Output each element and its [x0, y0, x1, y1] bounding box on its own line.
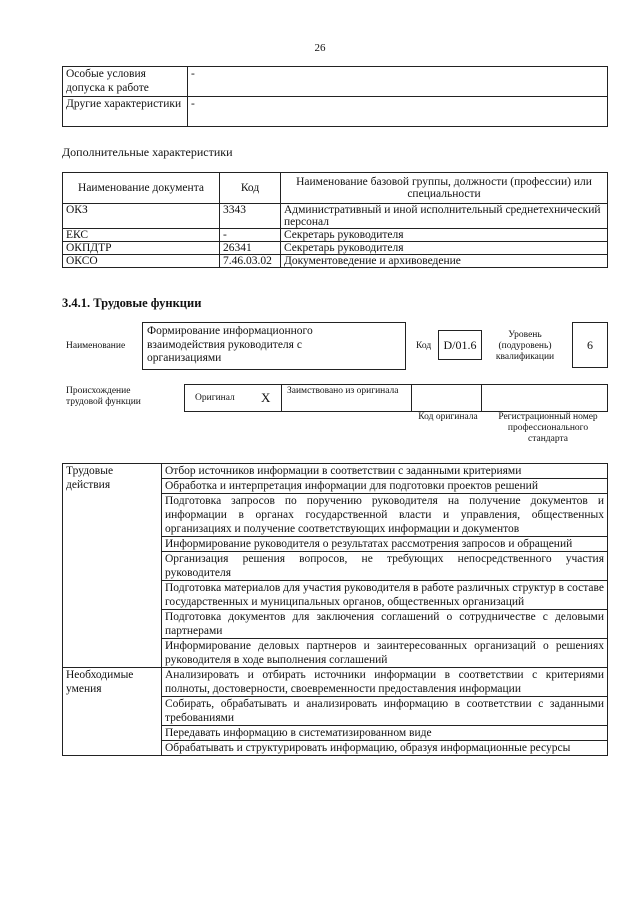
skills-label: Необходимые умения — [63, 668, 162, 756]
code-label: Код — [416, 341, 432, 351]
cell: Административный и иной исполнительный среднетехнический персонал — [281, 204, 608, 229]
cell: Документоведение и архивоведение — [281, 255, 608, 268]
additional-table — [62, 172, 608, 268]
cell: 3343 — [220, 204, 281, 229]
table-row — [63, 668, 608, 697]
characteristics-table — [62, 66, 608, 127]
cell: Секретарь руководителя — [281, 229, 608, 242]
code-value: D/01.6 — [443, 338, 477, 352]
list-item: Организация решения вопросов, не требующих непосредственного участия руководителя — [162, 552, 608, 581]
char-value: - — [188, 97, 608, 127]
function-name-box — [142, 322, 406, 370]
table-row — [63, 464, 608, 479]
origin-label: Происхождение трудовой функции — [66, 386, 141, 407]
list-item: Подготовка материалов для участия руководителя в работе различных структур в составе государственных и муниципальных органов, общественных организаций — [162, 581, 608, 610]
level-box — [572, 322, 608, 368]
list-item: Анализировать и отбирать источники информации в соответствии с критериями полноты, достоверности, своевременности предоставления информации — [162, 668, 608, 697]
list-item: Подготовка документов для заключения соглашений о сотрудничестве с деловыми партнерами — [162, 610, 608, 639]
header-doc: Наименование документа — [63, 173, 220, 204]
cell: 26341 — [220, 242, 281, 255]
code-box — [438, 330, 482, 360]
labor-actions-label: Трудовые действия — [63, 464, 162, 668]
divider — [481, 385, 482, 411]
table-row — [63, 67, 608, 97]
divider — [281, 385, 282, 411]
list-item: Собирать, обрабатывать и анализировать информацию в соответствии с заданными требованиями — [162, 697, 608, 726]
name-label: Наименование — [66, 341, 126, 351]
char-label: Другие характеристики — [63, 97, 188, 127]
page-number: 26 — [314, 42, 326, 54]
header-group: Наименование базовой группы, должности (профессии) или специальности — [281, 173, 608, 204]
list-item: Передавать информацию в систематизированном виде — [162, 726, 608, 741]
section-title: 3.4.1. Трудовые функции — [62, 296, 202, 310]
cell: ОКЗ — [63, 204, 220, 229]
char-value: - — [188, 67, 608, 97]
function-name: Формирование информационного взаимодействия руководителя с организациями — [147, 325, 313, 364]
cell: ОКПДТР — [63, 242, 220, 255]
table-header-row — [63, 173, 608, 204]
original-label: Оригинал — [195, 393, 235, 403]
cell: - — [220, 229, 281, 242]
additional-title: Дополнительные характеристики — [62, 145, 233, 159]
original-mark: X — [261, 390, 271, 405]
header-code: Код — [220, 173, 281, 204]
list-item: Обработка и интерпретация информации для подготовки проектов решений — [162, 479, 608, 494]
cell: ЕКС — [63, 229, 220, 242]
borrowed-label: Заимствовано из оригинала — [287, 386, 399, 396]
origin-row — [184, 384, 608, 412]
code-original-label: Код оригинала — [418, 412, 478, 422]
cell: ОКСО — [63, 255, 220, 268]
divider — [411, 385, 412, 411]
char-label: Особые условия допуска к работе — [63, 67, 188, 97]
table-row — [63, 242, 608, 255]
list-item: Обрабатывать и структурировать информацию, образуя информационные ресурсы — [162, 741, 608, 756]
reg-number-label: Регистрационный номер профессионального стандарта — [498, 412, 598, 444]
list-item: Информирование деловых партнеров и заинтересованных организаций о решениях руководителя в ходе выполнения соглашений — [162, 639, 608, 668]
cell: Секретарь руководителя — [281, 242, 608, 255]
list-item: Отбор источников информации в соответствии с заданными критериями — [162, 464, 608, 479]
table-row — [63, 255, 608, 268]
functions-table — [62, 463, 608, 756]
level-value: 6 — [587, 338, 593, 352]
list-item: Информирование руководителя о результатах рассмотрения запросов и обращений — [162, 537, 608, 552]
table-row — [63, 97, 608, 127]
cell: 7.46.03.02 — [220, 255, 281, 268]
list-item: Подготовка запросов по поручению руководителя на получение документов и информации в органах государственной власти и управления, общественных организациях и получение соответствующих информации и документов — [162, 494, 608, 537]
table-row — [63, 229, 608, 242]
level-label: Уровень (подуровень) квалификации — [495, 330, 555, 362]
table-row — [63, 204, 608, 229]
